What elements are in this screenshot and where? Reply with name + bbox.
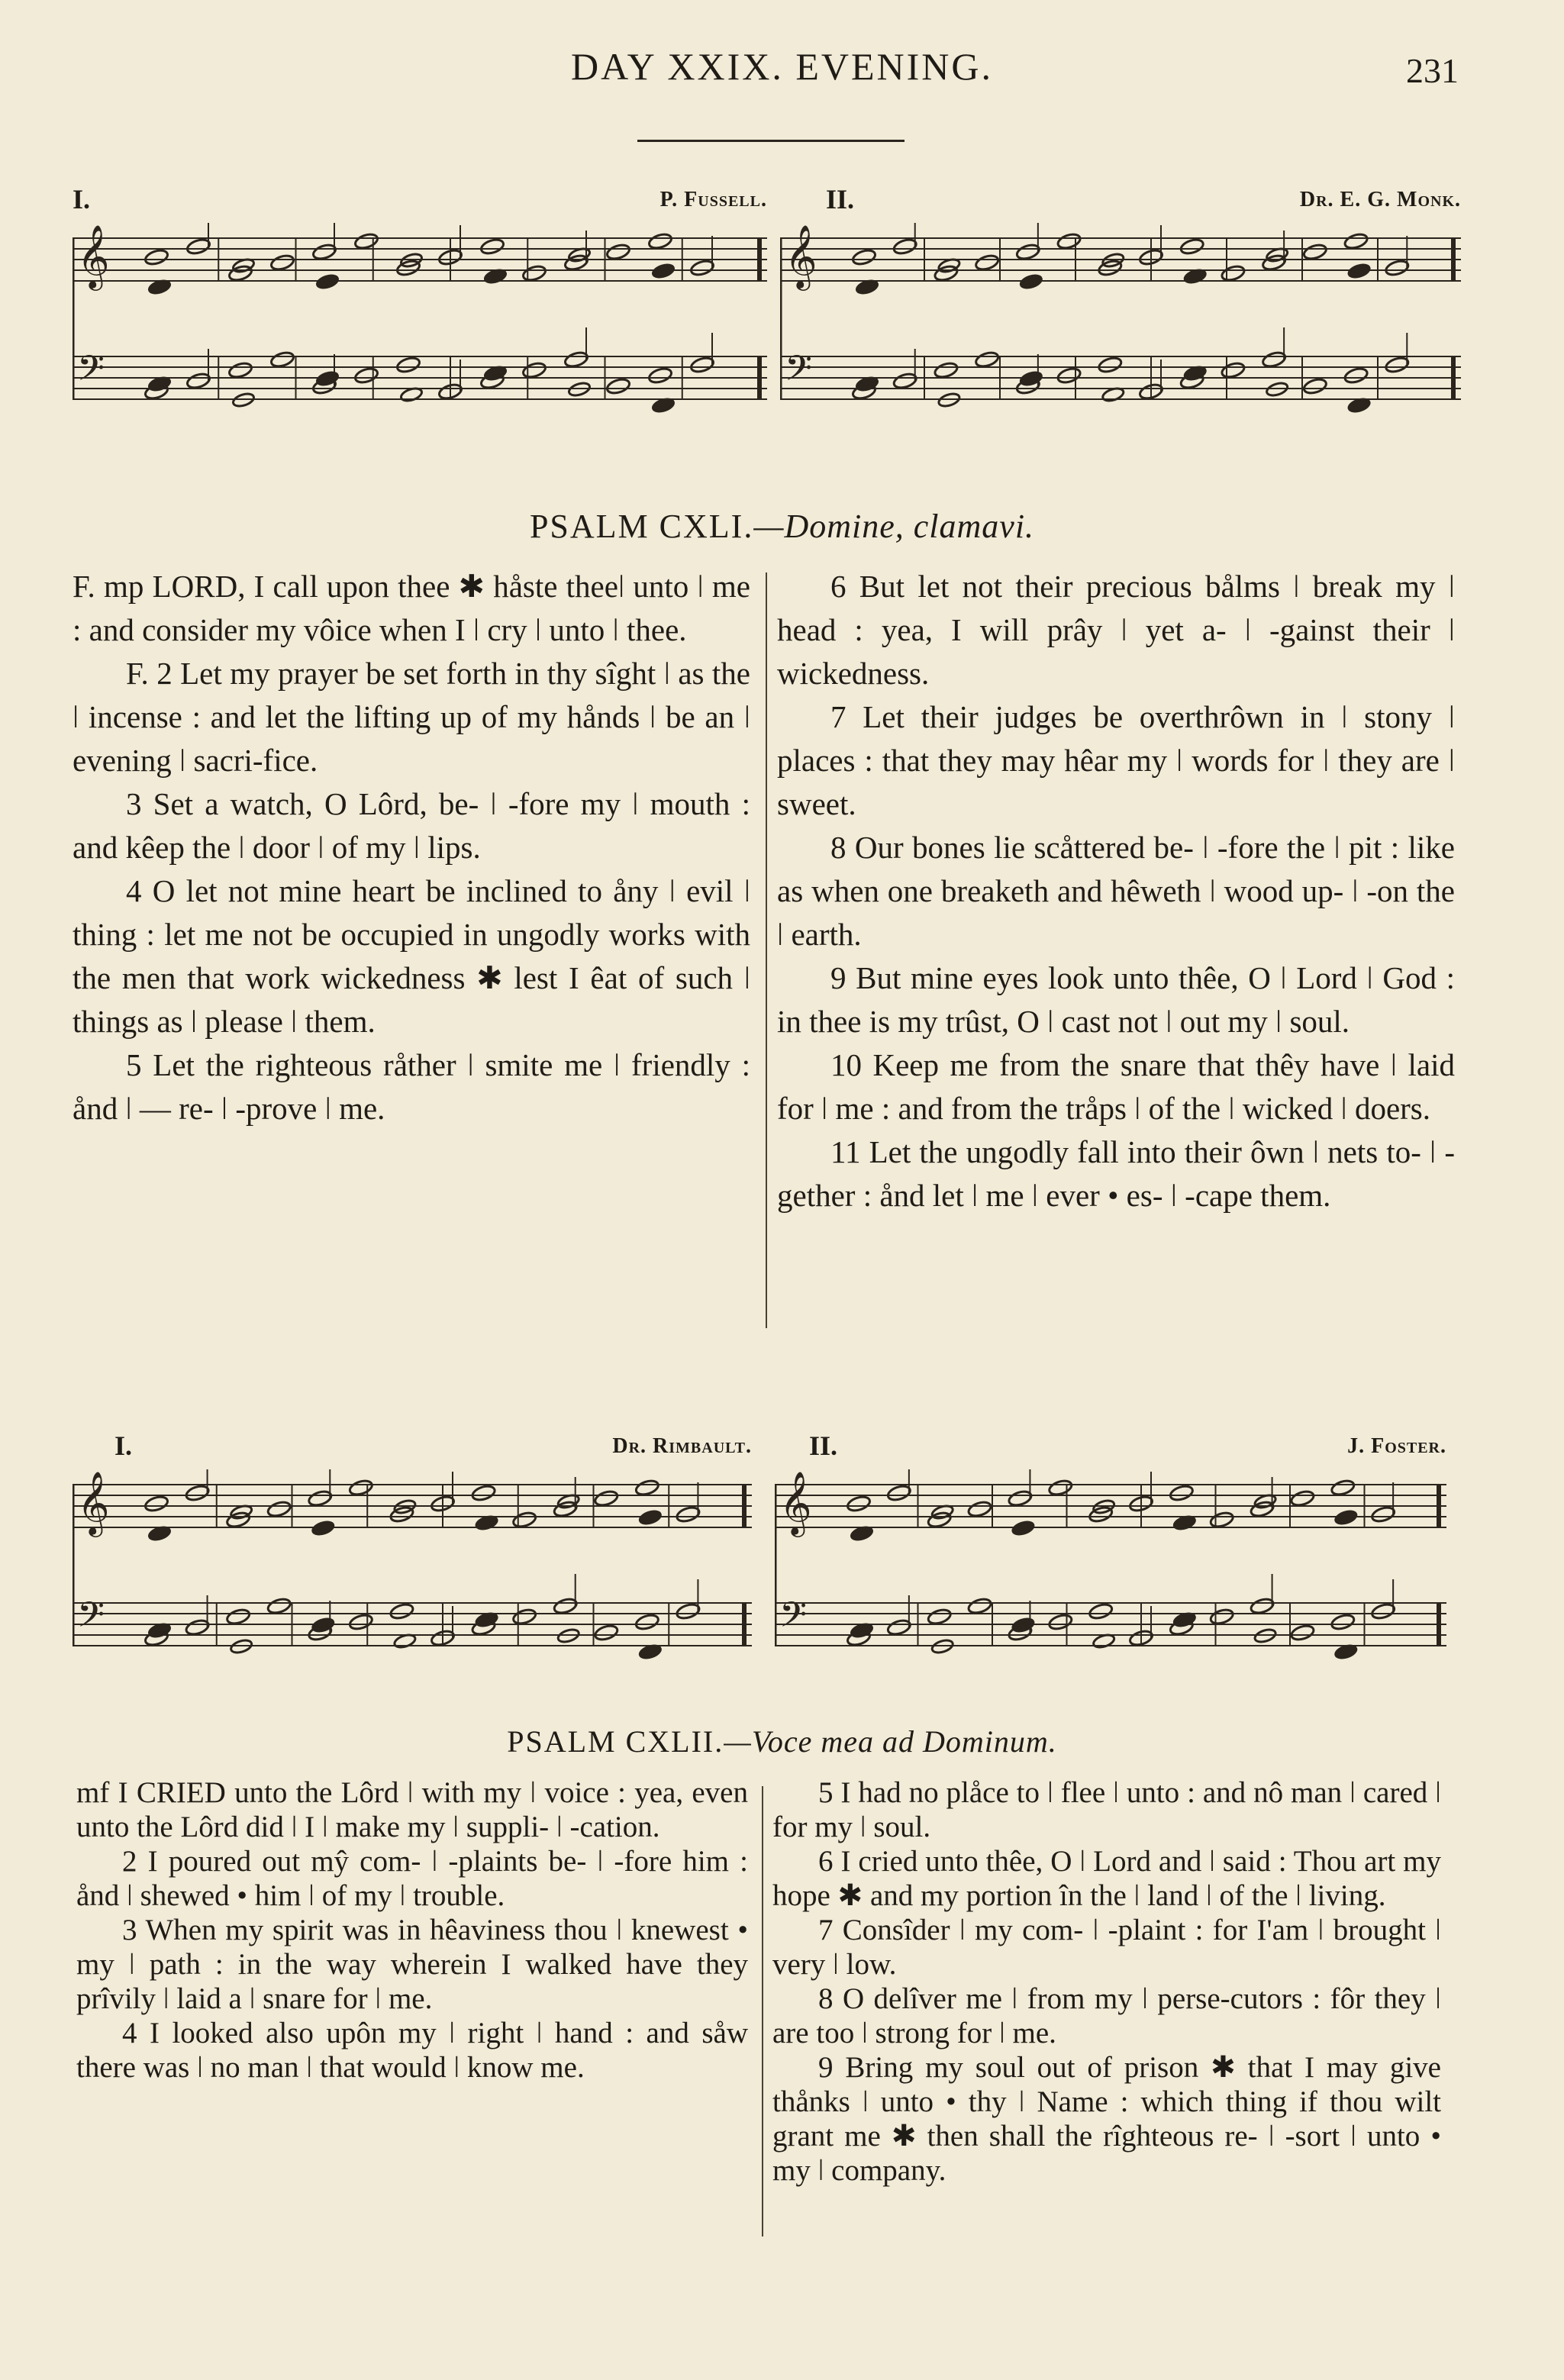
page-number: 231: [1406, 51, 1459, 90]
chant-composer: Dr. Rimbault.: [612, 1434, 752, 1458]
note-head: [269, 350, 295, 369]
note-head: [311, 1520, 335, 1537]
note-head: [1056, 366, 1082, 385]
note-head: [689, 356, 714, 374]
note-head: [1221, 361, 1246, 379]
note-head: [1088, 1602, 1113, 1621]
note-head: [892, 237, 917, 256]
chant-label: II.: [826, 184, 855, 214]
note-head: [1347, 263, 1371, 279]
note-head: [471, 1484, 496, 1502]
verse: 5 I had no plåce to ǀ flee ǀ unto : and nô man ǀ cared ǀ for my ǀ soul.: [772, 1776, 1441, 1843]
note-head: [605, 377, 630, 395]
chant-label: II.: [809, 1430, 838, 1461]
note-head: [1385, 259, 1410, 277]
note-head: [1008, 1489, 1033, 1508]
note-head: [395, 356, 421, 374]
note-head: [389, 1602, 414, 1621]
chant-label: I.: [114, 1430, 133, 1461]
column-divider: [762, 1786, 763, 2236]
note-head: [553, 1500, 578, 1518]
note-head: [266, 1500, 292, 1518]
verse: 11 Let the ungodly fall into their ôwn ǀ nets to- ǀ -gether : ånd let ǀ me ǀ ever • es- ǀ -cape them.: [777, 1134, 1455, 1213]
bass-clef-icon: 𝄢: [779, 1595, 808, 1644]
psalm-141-right-column: [777, 565, 1455, 1217]
chant-mid-1: [73, 1424, 752, 1698]
psalm-number: PSALM CXLI.: [529, 508, 754, 545]
note-head: [563, 253, 589, 272]
note-head: [185, 1484, 210, 1502]
note-head: [521, 264, 547, 282]
psalm-number: PSALM CXLII.: [507, 1724, 724, 1759]
verse: 9 But mine eyes look unto thêe, O ǀ Lord ǀ God : in thee is my trûst, O ǀ cast not ǀ out my ǀ soul.: [777, 960, 1455, 1039]
note-head: [974, 253, 999, 272]
note-head: [1098, 356, 1123, 374]
note-head: [927, 1608, 952, 1626]
verse: 6 I cried unto thêe, O ǀ Lord and ǀ said : Thou art my hope ✱ and my portion în the ǀ land ǀ of the ǀ living.: [772, 1845, 1441, 1912]
note-head: [886, 1618, 911, 1637]
note-head: [1261, 253, 1286, 272]
chant-top-2: [780, 177, 1461, 452]
chant-label: I.: [73, 184, 91, 214]
note-head: [269, 253, 295, 272]
note-head: [266, 1597, 292, 1615]
note-head: [1048, 1613, 1073, 1631]
note-head: [511, 1511, 537, 1529]
note-head: [185, 1618, 210, 1637]
psalm-141-title: [0, 507, 1564, 546]
verse: 4 O let not mine heart be inclined to åny ǀ evil ǀ thing : let me not be occupied in ungodly works with the men that work wickedness ✱ lest I êat of such ǀ things as ǀ please ǀ them.: [73, 873, 750, 1039]
note-head: [308, 1489, 333, 1508]
verse: 4 I looked also upôn my ǀ right ǀ hand : and såw there was ǀ no man ǀ that would ǀ know me.: [76, 2017, 748, 2084]
note-head: [934, 361, 959, 379]
music-score: [780, 223, 1461, 452]
psalm-incipit: —Domine, clamavi.: [753, 508, 1035, 545]
psalm-141-left-column: [73, 565, 750, 1130]
note-head: [1209, 1608, 1234, 1626]
note-head: [594, 1624, 619, 1642]
note-head: [227, 264, 253, 282]
treble-clef-icon: 𝄞: [77, 1470, 110, 1534]
bass-clef-icon: 𝄢: [785, 348, 813, 398]
note-head: [225, 1511, 250, 1529]
note-head: [1250, 1500, 1275, 1518]
running-head: DAY XXIX. EVENING.: [570, 45, 994, 88]
note-head: [1261, 350, 1286, 369]
note-head: [225, 1608, 250, 1626]
note-head: [511, 1608, 537, 1626]
treble-clef-icon: 𝄞: [77, 224, 110, 288]
note-head: [1088, 1505, 1113, 1524]
note-head: [1370, 1505, 1395, 1524]
note-head: [1179, 237, 1204, 256]
note-head: [886, 1484, 911, 1502]
note-head: [521, 361, 547, 379]
note-head: [934, 264, 959, 282]
note-head: [634, 1479, 659, 1497]
note-head: [144, 1495, 169, 1513]
bass-clef-icon: 𝄢: [77, 348, 105, 398]
verse: 10 Keep me from the snare that thêy have ǀ laid for ǀ me : and from the tråps ǀ of the ǀ wicked ǀ doers.: [777, 1047, 1455, 1126]
note-head: [1370, 1602, 1395, 1621]
note-head: [1015, 243, 1040, 261]
note-head: [676, 1505, 701, 1524]
note-head: [605, 243, 630, 261]
verse: 6 But let not their precious bålms ǀ break my ǀ head : yea, I will prây ǀ yet a- ǀ -gainst their ǀ wickedness.: [777, 569, 1455, 691]
note-head: [676, 1602, 701, 1621]
note-head: [647, 232, 672, 250]
music-score: [775, 1469, 1446, 1698]
note-head: [1019, 273, 1043, 290]
chant-composer: J. Foster.: [1347, 1434, 1446, 1458]
note-head: [1330, 1613, 1356, 1631]
verse: 2 I poured out mŷ com- ǀ -plaints be- ǀ -fore him : ånd ǀ shewed • him ǀ of my ǀ trouble.: [76, 1845, 748, 1912]
note-head: [1250, 1597, 1275, 1615]
note-head: [311, 243, 337, 261]
chant-top-1: [73, 177, 767, 452]
note-head: [1302, 243, 1327, 261]
note-head: [144, 248, 169, 266]
note-head: [974, 350, 999, 369]
bass-clef-icon: 𝄢: [77, 1595, 105, 1644]
chant-mid-2: [775, 1424, 1446, 1698]
note-head: [185, 237, 211, 256]
note-head: [967, 1500, 992, 1518]
note-head: [846, 1495, 871, 1513]
note-head: [851, 248, 876, 266]
note-head: [563, 350, 589, 369]
note-head: [1056, 232, 1082, 250]
note-head: [1209, 1511, 1234, 1529]
verse: 3 When my spirit was in hêaviness thou ǀ knewest • my ǀ path : in the way wherein I walked have they prîvily ǀ laid a ǀ snare for ǀ me.: [76, 1914, 748, 2015]
note-head: [1302, 377, 1327, 395]
note-head: [689, 259, 714, 277]
verse: F. mp LORD, I call upon thee ✱ håste theeǀ unto ǀ me : and consider my vôice when I ǀ cry ǀ unto ǀ thee.: [73, 569, 750, 647]
note-head: [638, 1509, 662, 1526]
verse: F. 2 Let my prayer be set forth in thy sîght ǀ as the ǀ incense : and let the lifting up of my hånds ǀ be an ǀ evening ǀ sacri-fice.: [73, 656, 750, 778]
note-head: [395, 259, 421, 277]
note-head: [1343, 232, 1369, 250]
note-head: [479, 237, 505, 256]
note-head: [652, 263, 676, 279]
verse: 8 O delîver me ǀ from my ǀ perse-cutors : fôr they ǀ are too ǀ strong for ǀ me.: [772, 1982, 1441, 2049]
verse: 8 Our bones lie scåttered be- ǀ -fore the ǀ pit : like as when one breaketh and hêweth ǀ wood up- ǀ -on the ǀ earth.: [777, 830, 1455, 952]
music-score: [73, 223, 767, 452]
column-divider: [766, 572, 767, 1328]
note-head: [634, 1613, 659, 1631]
verse: 5 Let the righteous råther ǀ smite me ǀ friendly : ånd ǀ — re- ǀ -prove ǀ me.: [73, 1047, 750, 1126]
note-head: [967, 1597, 992, 1615]
note-head: [892, 372, 917, 390]
treble-clef-icon: 𝄞: [779, 1470, 812, 1534]
note-head: [353, 366, 379, 385]
note-head: [353, 232, 379, 250]
note-head: [594, 1489, 619, 1508]
psalm-142-title: [0, 1724, 1564, 1759]
note-head: [1385, 356, 1410, 374]
note-head: [227, 361, 253, 379]
note-head: [1221, 264, 1246, 282]
note-head: [1334, 1509, 1358, 1526]
verse: mf I CRIED unto the Lôrd ǀ with my ǀ voice : yea, even unto the Lôrd did ǀ I ǀ make my ǀ suppli- ǀ -cation.: [76, 1776, 748, 1843]
note-head: [348, 1479, 373, 1497]
music-score: [73, 1469, 752, 1698]
header-rule: [637, 140, 905, 142]
note-head: [1343, 366, 1369, 385]
treble-clef-icon: 𝄞: [785, 224, 817, 288]
chant-composer: P. Fussell.: [659, 188, 767, 211]
verse: 3 Set a watch, O Lôrd, be- ǀ -fore my ǀ mouth : and kêep the ǀ door ǀ of my ǀ lips.: [73, 786, 750, 865]
note-head: [647, 366, 672, 385]
psalm-142-left-column: [76, 1775, 748, 2085]
note-head: [1169, 1484, 1194, 1502]
note-head: [1330, 1479, 1356, 1497]
note-head: [927, 1511, 952, 1529]
verse: 7 Let their judges be overthrôwn in ǀ stony ǀ places : that they may hêar my ǀ words for ǀ they are ǀ sweet.: [777, 699, 1455, 821]
note-head: [185, 372, 211, 390]
note-head: [1011, 1520, 1035, 1537]
psalm-142-right-column: [772, 1775, 1441, 2188]
verse: 9 Bring my soul out of prison ✱ that I may give thånks ǀ unto • thy ǀ Name : which thing if thou wilt grant me ✱ then shall the rîghteous re- ǀ -sort ǀ unto • my ǀ company.: [772, 2051, 1441, 2187]
note-head: [1098, 259, 1123, 277]
note-head: [348, 1613, 373, 1631]
psalm-incipit: —Voce mea ad Dominum.: [724, 1724, 1057, 1759]
note-head: [1048, 1479, 1073, 1497]
note-head: [389, 1505, 414, 1524]
note-head: [1290, 1489, 1315, 1508]
chant-composer: Dr. E. G. Monk.: [1299, 188, 1461, 211]
note-head: [1290, 1624, 1315, 1642]
note-head: [553, 1597, 578, 1615]
verse: 7 Consîder ǀ my com- ǀ -plaint : for I'am ǀ brought ǀ very ǀ low.: [772, 1914, 1441, 1981]
note-head: [316, 273, 340, 290]
